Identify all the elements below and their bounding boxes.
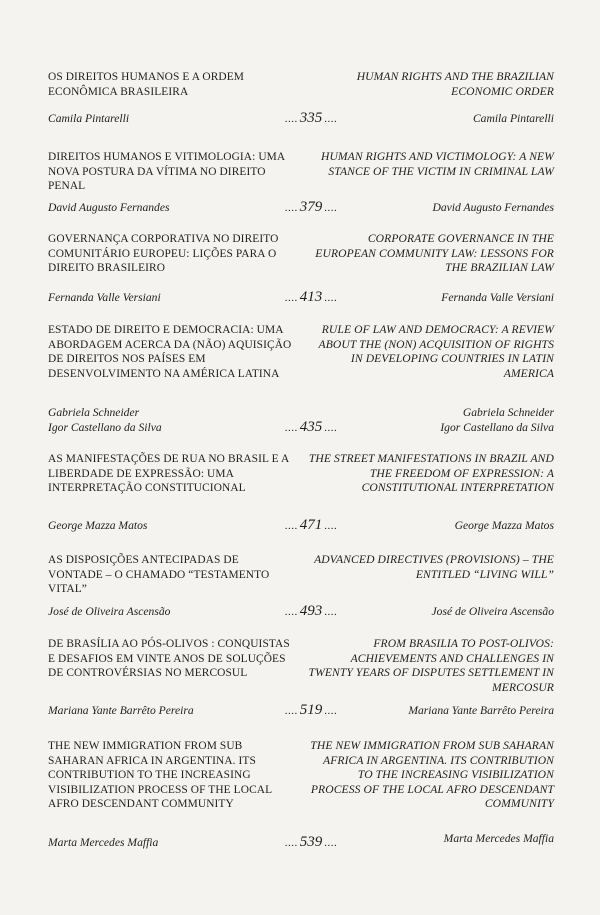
portuguese-title: DIREITOS HUMANOS E VITIMOLOGIA: UMA NOVA POSTURA DA VÍTIMA NO DIREITO PENAL: [48, 151, 285, 193]
author-name: Marta Mercedes Maffia: [443, 832, 554, 845]
leader-dots: ....: [284, 202, 298, 214]
toc-entry: [48, 150, 554, 220]
page-number: 519: [299, 702, 323, 718]
english-title: THE NEW IMMIGRATION FROM SUB SAHARAN AFRICA IN ARGENTINA. ITS CONTRIBUTION TO THE INCREASING VISIBILIZATION PROCESS OF THE LOCAL AFRO DESCENDANT COMMUNITY: [310, 739, 554, 811]
portuguese-title: OS DIREITOS HUMANOS E A ORDEM ECONÔMICA BRASILEIRA: [48, 71, 245, 98]
portuguese-title: THE NEW IMMIGRATION FROM SUB SAHARAN AFRICA IN ARGENTINA. ITS CONTRIBUTION TO THE INCREASING VISIBILIZATION PROCESS OF THE LOCAL AFRO DESCENDANT COMMUNITY: [48, 740, 272, 811]
page-number: 413: [299, 289, 323, 305]
author-right: [314, 704, 554, 719]
author-left: [48, 836, 268, 851]
portuguese-title: DE BRASÍLIA AO PÓS-OLIVOS : CONQUISTAS E DESAFIOS EM VINTE ANOS DE SOLUÇÕES DE CONTROVÉRSIAS NO MERCOSUL: [48, 638, 290, 680]
page-number: 471: [299, 517, 323, 533]
leader-dots: ....: [284, 837, 298, 849]
toc-entry: [48, 70, 554, 130]
leader-dots: ....: [284, 705, 298, 717]
author-left: [48, 605, 268, 620]
author-name: David Augusto Fernandes: [432, 201, 554, 214]
portuguese-title: GOVERNANÇA CORPORATIVA NO DIREITO COMUNITÁRIO EUROPEU: LIÇÕES PARA O DIREITO BRASILEIRO: [48, 233, 279, 275]
leader-dots: ....: [324, 113, 338, 125]
english-title: CORPORATE GOVERNANCE IN THE EUROPEAN COMMUNITY LAW: LESSONS FOR THE BRAZILIAN LAW: [315, 232, 554, 275]
leader-dots: ....: [324, 705, 338, 717]
author-name: David Augusto Fernandes: [48, 201, 170, 214]
author-left: [48, 406, 268, 435]
author-name: José de Oliveira Ascensão: [48, 605, 171, 618]
leader-dots: ....: [284, 606, 298, 618]
toc-entry: [48, 232, 554, 307]
english-title: HUMAN RIGHTS AND THE BRAZILIAN ECONOMIC ORDER: [356, 70, 554, 98]
author-right: [314, 605, 554, 620]
author-left: [48, 112, 268, 127]
leader-dots: ....: [324, 837, 338, 849]
english-title: HUMAN RIGHTS AND VICTIMOLOGY: A NEW STANCE OF THE VICTIM IN CRIMINAL LAW: [320, 150, 554, 178]
author-name: Mariana Yante Barrêto Pereira: [408, 704, 554, 717]
leader-dots: ....: [324, 292, 338, 304]
author-name: Gabriela Schneider: [48, 406, 140, 419]
leader-dots: ....: [284, 520, 298, 532]
author-name: Mariana Yante Barrêto Pereira: [48, 704, 194, 717]
portuguese-title: AS DISPOSIÇÕES ANTECIPADAS DE VONTADE – O CHAMADO “TESTAMENTO VITAL”: [48, 554, 270, 596]
page-number: 435: [299, 419, 323, 435]
author-name: George Mazza Matos: [48, 519, 148, 532]
author-left: [48, 704, 268, 719]
leader-dots: ....: [324, 520, 338, 532]
author-name: Gabriela Schneider: [462, 406, 554, 419]
portuguese-title: ESTADO DE DIREITO E DEMOCRACIA: UMA ABORDAGEM ACERCA DA (NÃO) AQUISIÇÃO DE DIREITOS NOS PAÍSES EM DESENVOLVIMENTO NA AMÉRICA LATINA: [48, 324, 292, 380]
author-right: [314, 832, 554, 847]
toc-entry: [48, 637, 554, 717]
author-name: Igor Castellano da Silva: [440, 420, 554, 434]
author-left: [48, 519, 268, 534]
author-name: Igor Castellano da Silva: [48, 420, 162, 434]
toc-entry: [48, 739, 554, 854]
page-number: 539: [299, 834, 323, 850]
author-name: Camila Pintarelli: [472, 112, 554, 125]
author-name: Fernanda Valle Versiani: [441, 291, 554, 304]
leader-dots: ....: [284, 422, 298, 434]
author-right: [314, 112, 554, 127]
author-name: Fernanda Valle Versiani: [48, 291, 161, 304]
toc-entry: [48, 553, 554, 618]
author-right: [314, 519, 554, 534]
author-name: Camila Pintarelli: [48, 112, 130, 125]
page-number: 335: [299, 110, 323, 126]
leader-dots: ....: [324, 422, 338, 434]
leader-dots: ....: [324, 202, 338, 214]
author-name: George Mazza Matos: [454, 519, 554, 532]
author-right: [314, 406, 554, 435]
author-left: [48, 201, 268, 216]
page-number: 493: [299, 603, 323, 619]
author-right: [314, 291, 554, 306]
toc-entry: [48, 323, 554, 433]
leader-dots: ....: [284, 292, 298, 304]
leader-dots: ....: [324, 606, 338, 618]
leader-dots: ....: [284, 113, 298, 125]
english-title: FROM BRASILIA TO POST-OLIVOS: ACHIEVEMENTS AND CHALLENGES IN TWENTY YEARS OF DISPUTES SETTLEMENT IN MERCOSUR: [308, 637, 554, 694]
english-title: THE STREET MANIFESTATIONS IN BRAZIL AND THE FREEDOM OF EXPRESSION: A CONSTITUTIONAL INTERPRETATION: [308, 452, 554, 495]
english-title: RULE OF LAW AND DEMOCRACY: A REVIEW ABOUT THE (NON) ACQUISITION OF RIGHTS IN DEVELOPING COUNTRIES IN LATIN AMERICA: [318, 323, 554, 380]
author-right: [314, 201, 554, 216]
english-title: ADVANCED DIRECTIVES (PROVISIONS) – THE ENTITLED “LIVING WILL”: [314, 553, 554, 581]
author-name: José de Oliveira Ascensão: [431, 605, 554, 618]
author-name: Marta Mercedes Maffia: [48, 836, 159, 849]
author-left: [48, 291, 268, 306]
toc-entry: [48, 452, 554, 532]
portuguese-title: AS MANIFESTAÇÕES DE RUA NO BRASIL E A LIBERDADE DE EXPRESSÃO: UMA INTERPRETAÇÃO CONSTITUCIONAL: [48, 453, 289, 495]
page-number: 379: [299, 199, 323, 215]
